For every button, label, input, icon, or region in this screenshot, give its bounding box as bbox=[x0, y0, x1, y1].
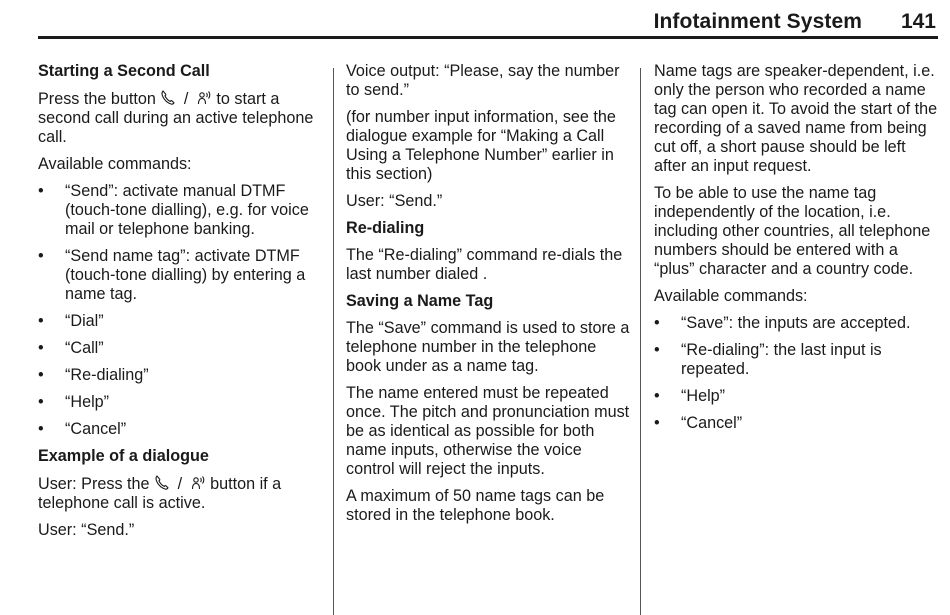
page-number: 141 bbox=[900, 10, 936, 33]
voice-recognition-icon bbox=[190, 474, 206, 491]
list-item: • “Send”: activate manual DTMF (touch-tone dialling), e.g. for voice mail or telephone banking. bbox=[38, 182, 323, 239]
paragraph-user-send: User: “Send.” bbox=[346, 192, 443, 210]
paragraph-save-command: The “Save” command is used to store a telephone number in the telephone book under as a name tag. bbox=[346, 319, 630, 375]
column-1 bbox=[38, 62, 323, 548]
slash-separator: / bbox=[183, 90, 189, 108]
list-item: • “Dial” bbox=[38, 312, 323, 331]
paragraph-re-dialing: The “Re-dialing” command re-dials the last number dialed . bbox=[346, 246, 623, 283]
heading-starting-second-call: Starting a Second Call bbox=[38, 62, 210, 80]
slash-separator: / bbox=[177, 475, 183, 493]
paragraph-available-commands: Available commands: bbox=[38, 155, 192, 173]
text-user-press-the: User: Press the bbox=[38, 475, 150, 493]
command-list-1 bbox=[38, 182, 323, 439]
column-divider-2 bbox=[640, 68, 641, 615]
section-title: Infotainment System bbox=[653, 10, 862, 33]
column-divider-1 bbox=[333, 68, 334, 615]
paragraph-maximum-name-tags: A maximum of 50 name tags can be stored in the telephone book. bbox=[346, 487, 605, 524]
command-list-2 bbox=[654, 314, 939, 433]
paragraph-user-press bbox=[38, 474, 323, 513]
page-header bbox=[0, 0, 950, 40]
list-item: • “Re-dialing”: the last input is repeated. bbox=[654, 341, 939, 379]
list-item: • “Send name tag”: activate DTMF (touch-tone dialling) by entering a name tag. bbox=[38, 247, 323, 304]
paragraph-location-independent: To be able to use the name tag independently of the location, i.e. including other countries, all telephone numbers should be entered with a “plus” character and a country code. bbox=[654, 184, 931, 278]
list-item: • “Help” bbox=[38, 393, 323, 412]
heading-re-dialing: Re-dialing bbox=[346, 219, 425, 237]
text-to-start-second-call: to start a second call during an active telephone call. bbox=[38, 90, 314, 146]
list-item: • “Save”: the inputs are accepted. bbox=[654, 314, 939, 333]
heading-example-dialogue: Example of a dialogue bbox=[38, 447, 209, 465]
paragraph-available-commands: Available commands: bbox=[654, 287, 808, 305]
paragraph-user-send: User: “Send.” bbox=[38, 521, 135, 539]
paragraph-number-input-info: (for number input information, see the dialogue example for “Making a Call Using a Telephone Number” earlier in this section) bbox=[346, 108, 616, 183]
list-item: • “Call” bbox=[38, 339, 323, 358]
list-item: • “Re-dialing” bbox=[38, 366, 323, 385]
voice-recognition-icon bbox=[196, 89, 212, 106]
column-3 bbox=[654, 62, 939, 441]
list-item: • “Help” bbox=[654, 387, 939, 406]
text-button-if-call-active: button if a telephone call is active. bbox=[38, 475, 282, 512]
list-item: • “Cancel” bbox=[654, 414, 939, 433]
paragraph-press-button bbox=[38, 89, 323, 147]
phone-icon bbox=[160, 89, 176, 106]
list-item: • “Cancel” bbox=[38, 420, 323, 439]
heading-saving-name-tag: Saving a Name Tag bbox=[346, 292, 494, 310]
paragraph-speaker-dependent: Name tags are speaker-dependent, i.e. only the person who recorded a name tag can open it. To avoid the start of the recording of a saved name from being cut off, a short pause should be left after an input request. bbox=[654, 62, 938, 175]
phone-icon bbox=[154, 474, 170, 491]
column-2 bbox=[346, 62, 631, 533]
header-divider bbox=[38, 36, 938, 39]
paragraph-name-repeated: The name entered must be repeated once. The pitch and pronunciation must be as identical as possible for both name inputs, otherwise the voice control will reject the inputs. bbox=[346, 384, 630, 478]
text-press-the-button: Press the button bbox=[38, 90, 156, 108]
paragraph-voice-output: Voice output: “Please, say the number to send.” bbox=[346, 62, 620, 99]
